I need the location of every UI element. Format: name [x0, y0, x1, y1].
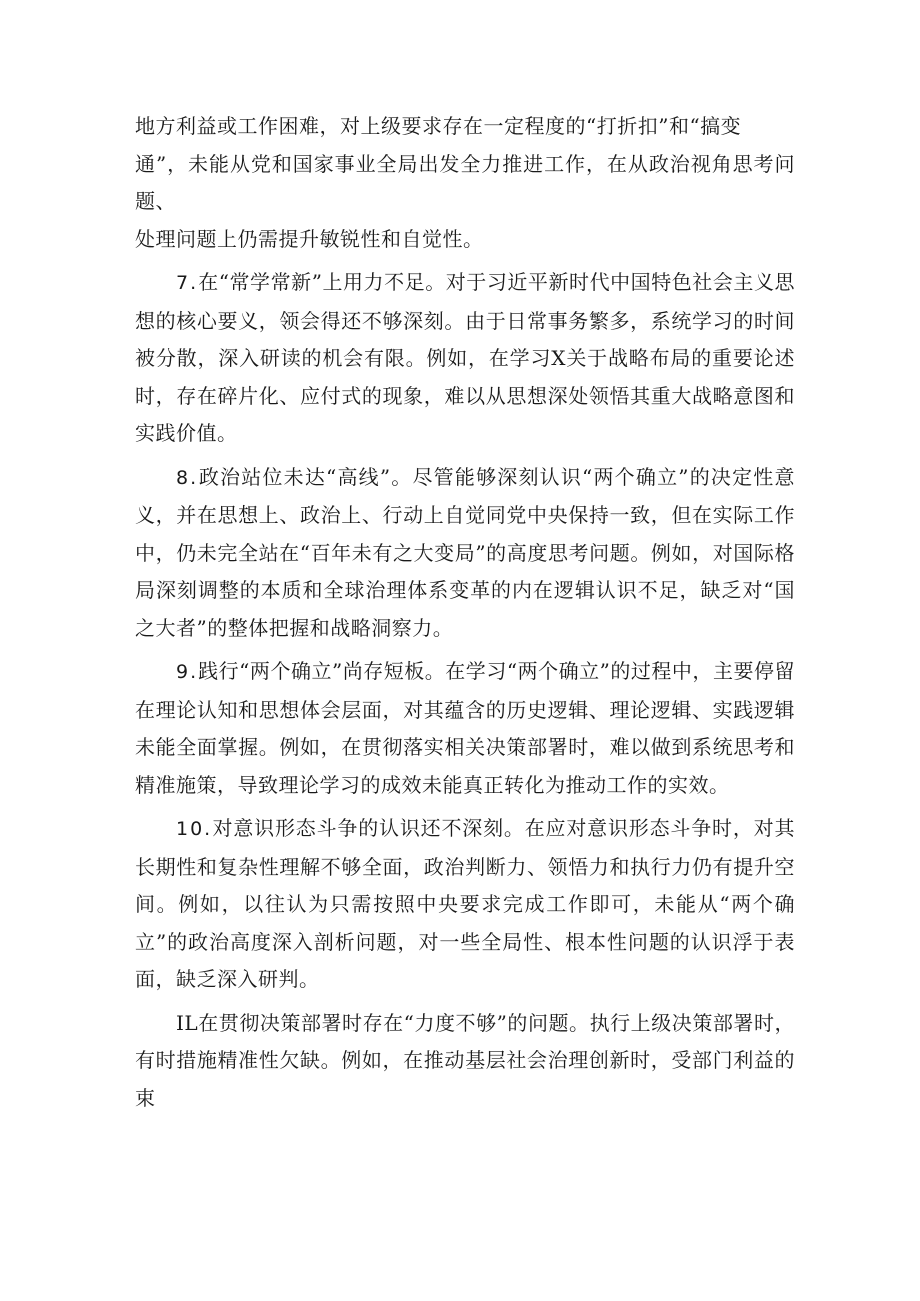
item-text: 对意识形态斗争的认识还不深刻。在应对意识形态斗争时，对其长期性和复杂性理解不够全面，政治判断力、领悟力和执行力仍有提升空间。例如，以往认为只需按照中央要求完成工作即可，未能从“两个确立”的政治高度深入剖析问题，对一些全局性、根本性问题的认识浮于表面，缺乏深入研判。 — [135, 816, 795, 991]
item-text: 政治站位未达“高线”。尽管能够深刻认识“两个确立”的决定性意义，并在思想上、政治上、行动上自觉同党中央保持一致，但在实际工作中，仍未完全站在“百年未有之大变局”的高度思考问题。例如，对国际格局深刻调整的本质和全球治理体系变革的内在逻辑认识不足，缺乏对“国之大者”的整体把握和战略洞察力。 — [135, 464, 795, 640]
item-number: 9. — [176, 661, 199, 683]
item-number: 7. — [176, 272, 199, 294]
text-line: 处理问题上仍需提升敏锐性和自觉性。 — [135, 226, 484, 251]
text-line: 地方利益或工作困难，对上级要求存在一定程度的“打折扣”和“搞变 — [135, 114, 742, 138]
item-number: 8. — [176, 466, 199, 489]
paragraph-continuation — [135, 108, 795, 258]
text-line: 通”，未能从党和国家事业全局出发全力推进工作，在从政治视角思考问题、 — [135, 151, 795, 213]
paragraph-item-9 — [135, 653, 795, 804]
item-text: 在贯彻决策部署时存在“力度不够”的问题。执行上级决策部署时，有时措施精准性欠缺。例如，在推动基层社会治理创新时，受部门利益的束 — [135, 1010, 795, 1110]
paragraph-item-7 — [135, 264, 795, 453]
item-number: 10. — [176, 818, 213, 840]
item-number: IL — [176, 1010, 199, 1035]
paragraph-item-8 — [135, 459, 795, 648]
item-text: 在“常学常新”上用力不足。对于习近平新时代中国特色社会主义思想的核心要义，领会得还不够深刻。由于日常事务繁多，系统学习的时间被分散，深入研读的机会有限。例如，在学习X关于战略布局的重要论述时，存在碎片化、应付式的现象，难以从思想深处领悟其重大战略意图和实践价值。 — [135, 270, 795, 445]
paragraph-item-10 — [135, 810, 795, 999]
item-text: 践行“两个确立”尚存短板。在学习“两个确立”的过程中，主要停留在理论认知和思想体会层面，对其蕴含的历史逻辑、理论逻辑、实践逻辑未能全面掌握。例如，在贯彻落实相关决策部署时，难以做到系统思考和精准施策，导致理论学习的成效未能真正转化为推动工作的实效。 — [135, 659, 795, 797]
paragraph-item-11 — [135, 1005, 795, 1118]
document-body — [135, 108, 795, 1123]
